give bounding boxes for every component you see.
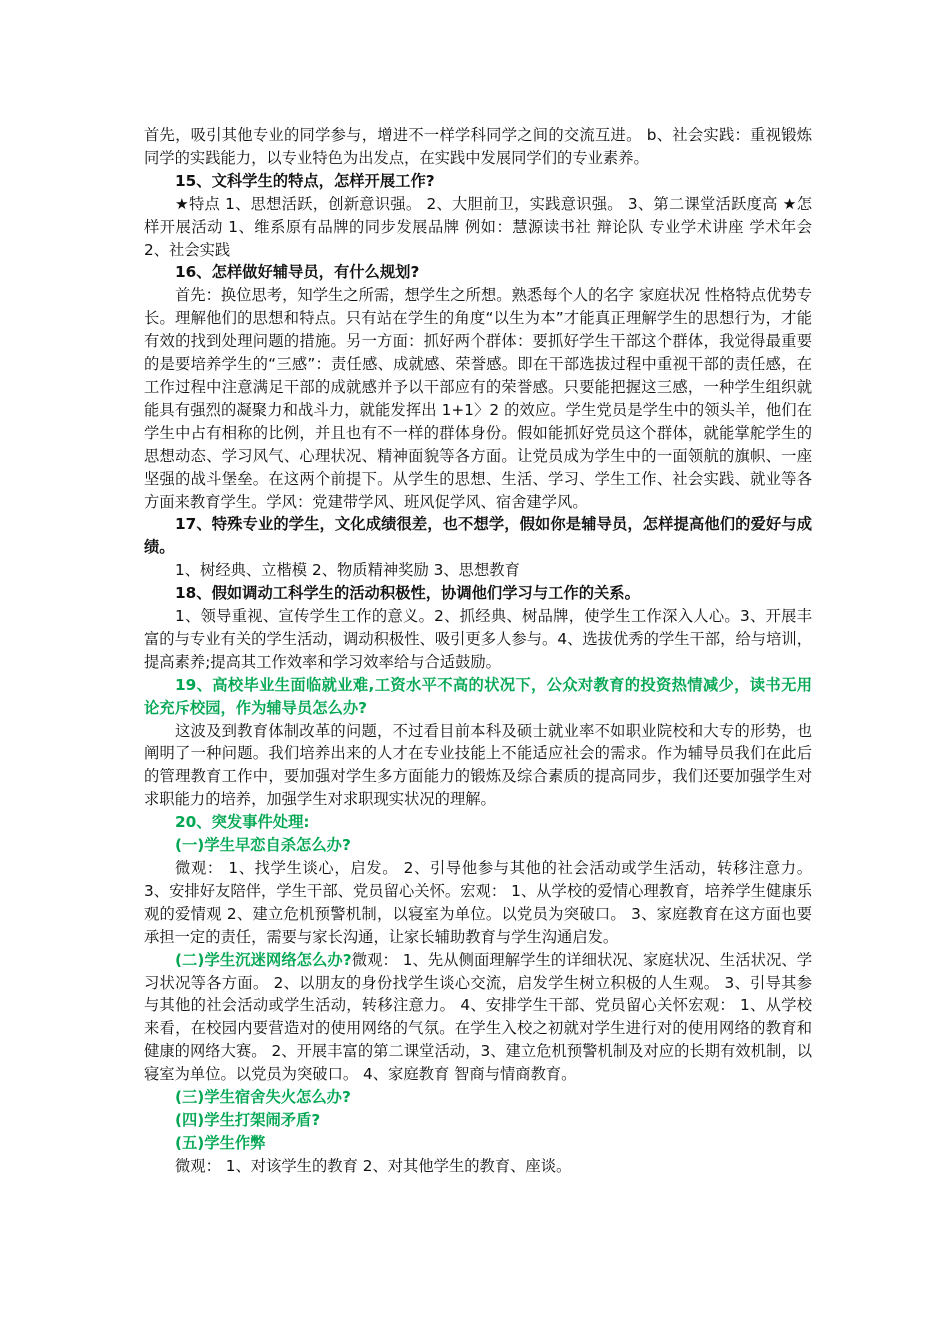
q17-heading: 17、特殊专业的学生，文化成绩很差，也不想学，假如你是辅导员，怎样提高他们的爱好与成绩。 (144, 515, 812, 557)
q20-sub2-body: 微观： 1、先从侧面理解学生的详细状况、家庭状况、生活状况、学习状况等各方面。 2、以朋友的身份找学生谈心交流，启发学生树立积极的人生观。 3、引导其参与其他的社会活动或学生活动，转移注意力。 4、安排学生干部、党员留心关怀宏观： 1、从学校来看，在校园内要营造对的使用网络的气氛。在学生入校之初就对学生进行对的使用网络的教育和健康的网络大赛。 2、开展丰富的第二课堂活动，3、建立危机预警机制及对应的长期有效机制，以寝室为单位。以党员为突破口。 4、家庭教育 智商与情商教育。 (144, 950, 812, 1084)
q19-heading: 19、高校毕业生面临就业难,工资水平不高的状况下，公众对教育的投资热情减少，读书无用论充斥校园，作为辅导员怎么办? (144, 675, 812, 717)
q20-sub2-paragraph (144, 949, 812, 1086)
q20-sub5-heading: (五)学生作弊 (175, 1133, 266, 1152)
q19-body: 这波及到教育体制改革的问题，不过看目前本科及硕士就业率不如职业院校和大专的形势，也阐明了一种问题。我们培养出来的人才在专业技能上不能适应社会的需求。作为辅导员我们在此后的管理教育工作中，要加强对学生多方面能力的锻炼及综合素质的提高同步，我们还要加强学生对求职能力的培养，加强学生对求职现实状况的理解。 (144, 721, 812, 809)
q20-sub5-body: 微观： 1、对该学生的教育 2、对其他学生的教育、座谈。 (175, 1156, 572, 1175)
q15-body: ★特点 1、思想活跃，创新意识强。 2、大胆前卫，实践意识强。 3、第二课堂活跃度高 ★怎样开展活动 1、维系原有品牌的同步发展品牌 例如：慧源读书社 辩论队 专业学术讲座 学术年会 2、社会实践 (144, 194, 812, 259)
q20-sub1-heading: (一)学生早恋自杀怎么办? (175, 836, 351, 855)
q16-body: 首先：换位思考，知学生之所需，想学生之所想。熟悉每个人的名字 家庭状况 性格特点优势专长。理解他们的思想和特点。只有站在学生的角度“以生为本”才能真正理解学生的思想行为，才能有效的找到处理问题的措施。另一方面：抓好两个群体：要抓好学生干部这个群体，我觉得最重要的是要培养学生的“三感”：责任感、成就感、荣誉感。即在干部选拔过程中重视干部的责任感，在工作过程中注意满足干部的成就感并予以干部应有的荣誉感。只要能把握这三感，一种学生组织就能具有强烈的凝聚力和战斗力，就能发挥出 1+1〉2 的效应。学生党员是学生中的领头羊，他们在学生中占有相称的比例，并且也有不一样的群体身份。假如能抓好党员这个群体，就能掌舵学生的思想动态、学习风气、心理状况、精神面貌等各方面。让党员成为学生中的一面领航的旗帜、一座坚强的战斗堡垒。在这两个前提下。从学生的思想、生活、学习、学生工作、社会实践、就业等各方面来教育学生。学风：党建带学风、班风促学风、宿舍建学风。 (144, 286, 812, 511)
q20-sub2-heading: (二)学生沉迷网络怎么办? (175, 950, 352, 969)
intro-paragraph: 首先，吸引其他专业的同学参与，增进不一样学科同学之间的交流互进。 b、社会实践：重视锻炼同学的实践能力，以专业特色为出发点，在实践中发展同学们的专业素养。 (144, 126, 812, 167)
q17-body: 1、树经典、立楷模 2、物质精神奖励 3、思想教育 (175, 561, 520, 580)
document-page (144, 124, 812, 1178)
q18-body: 1、领导重视、宣传学生工作的意义。2、抓经典、树品牌，使学生工作深入人心。3、开展丰富的与专业有关的学生活动，调动积极性、吸引更多人参与。4、选拔优秀的学生干部，给与培训，提高素养;提高其工作效率和学习效率给与合适鼓励。 (144, 607, 812, 671)
q20-sub4-heading: (四)学生打架闹矛盾? (175, 1110, 321, 1129)
q20-sub3-heading: (三)学生宿舍失火怎么办? (175, 1088, 351, 1107)
q20-heading: 20、突发事件处理: (175, 813, 310, 832)
q15-heading: 15、文科学生的特点，怎样开展工作? (175, 171, 435, 190)
q16-heading: 16、怎样做好辅导员，有什么规划? (175, 263, 420, 282)
q18-heading: 18、假如调动工科学生的活动积极性，协调他们学习与工作的关系。 (175, 584, 640, 603)
q20-sub1-body: 微观： 1、找学生谈心，启发。 2、引导他参与其他的社会活动或学生活动，转移注意力。 3、安排好友陪伴，学生干部、党员留心关怀。宏观： 1、从学校的爱情心理教育，培养学生健康乐观的爱情观 2、建立危机预警机制，以寝室为单位。以党员为突破口。 3、家庭教育在这方面也要承担一定的责任，需要与家长沟通，让家长辅助教育与学生沟通启发。 (144, 859, 812, 946)
